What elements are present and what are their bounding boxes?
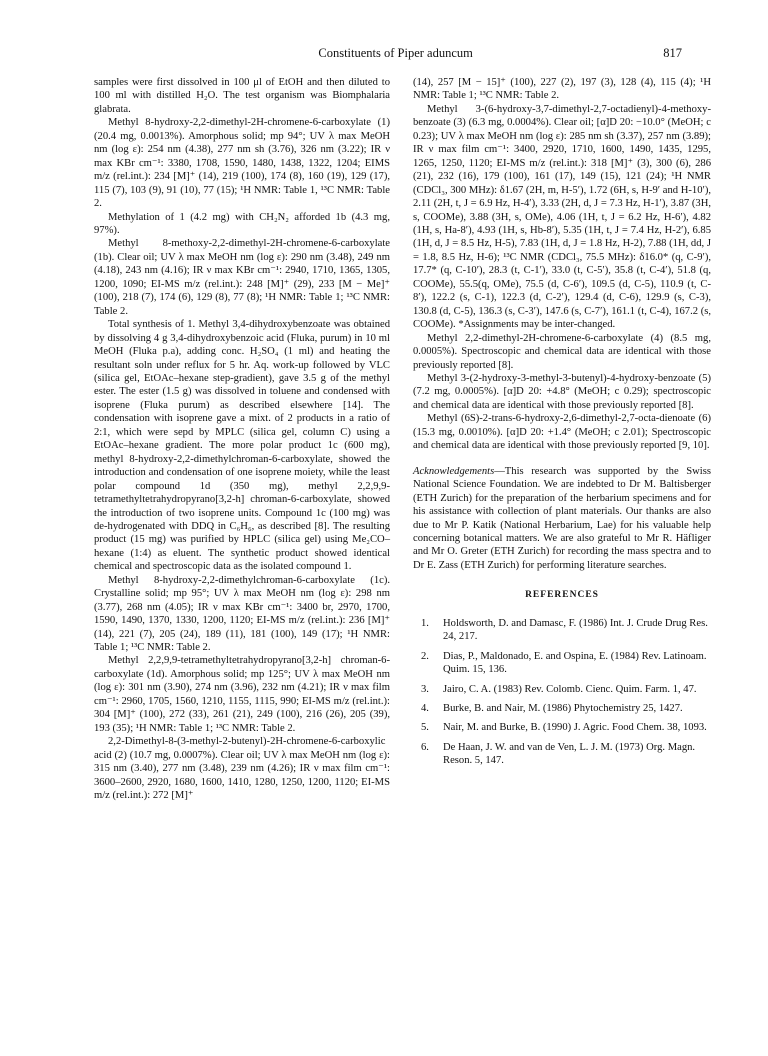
reference-item <box>413 617 711 644</box>
reference-number: 5. <box>421 722 429 734</box>
right-column <box>413 76 711 774</box>
reference-text: Holdsworth, D. and Damasc, F. (1986) Int. J. Crude Drug Res. 24, 217. <box>443 617 708 643</box>
reference-list <box>413 617 711 768</box>
reference-number: 2. <box>421 650 429 662</box>
page-number: 817 <box>663 46 682 60</box>
paragraph: Methyl 8-methoxy-2,2-dimethyl-2H-chromene-6-carboxylate (1b). Clear oil; UV λ max MeOH nm (log ε): 290 nm (3.48), 249 nm (4.18), 243 nm (4.16); IR ν max KBr cm⁻¹: 2940, 1710, 1365, 1305, 1200, 1090; EI-MS m/z (rel.int.): 248 [M]⁺ (29), 233 [M − Me]⁺ (100), 218 (7), 174 (6), 129 (8), 77 (8); ¹H NMR: Table 1; ¹³C NMR: Table 2. <box>94 238 390 317</box>
paragraph: Methyl (6S)-2-trans-6-hydroxy-2,6-dimethyl-2,7-octa-dienoate (6) (15.3 mg, 0.0010%). [α]D 20: +1.4° (MeOH; c 2.01); Spectroscopic and chemical data are identical with those previously reported [9, 10]. <box>413 413 711 452</box>
reference-item <box>413 702 711 715</box>
reference-number: 3. <box>421 683 429 695</box>
paragraph: Methylation of 1 (4.2 mg) with CH₂N₂ afforded 1b (4.3 mg, 97%). <box>94 211 390 236</box>
left-column <box>94 76 390 802</box>
reference-text: De Haan, J. W. and van de Ven, L. J. M. (1973) Org. Magn. Reson. 5, 147. <box>443 741 696 767</box>
running-header <box>88 46 682 66</box>
reference-text: Dias, P., Maldonado, E. and Ospina, E. (1984) Rev. Latinoam. Quim. 15, 136. <box>443 650 707 676</box>
paragraph: Methyl 2,2,9,9-tetramethyltetrahydropyrano[3,2-h] chroman-6-carboxylate (1d). Amorphous solid; mp 125°; UV λ max MeOH nm (log ε): 301 nm (3.90), 274 nm (3.96), 232 nm (4.21); IR ν max film cm⁻¹: 2960, 1705, 1560, 1210, 1155, 1115, 990; EI-MS m/z (rel.int.): 304 [M]⁺ (100), 272 (33), 261 (21), 249 (100), 216 (26), 205 (39), 193 (35); ¹H NMR: Table 1; ¹³C NMR: Table 2. <box>94 655 390 734</box>
acknowledgements-label: Acknowledgements <box>413 465 495 477</box>
paragraph: Methyl 2,2-dimethyl-2H-chromene-6-carboxylate (4) (8.5 mg, 0.0005%). Spectroscopic and chemical data are identical with those previously reported [8]. <box>413 332 711 371</box>
acknowledgements <box>413 465 711 573</box>
reference-item <box>413 741 711 768</box>
reference-number: 4. <box>421 703 429 715</box>
running-title: Constituents of Piper aduncum <box>318 46 473 60</box>
paragraph: Methyl 8-hydroxy-2,2-dimethyl-2H-chromene-6-carboxylate (1) (20.4 mg, 0.0013%). Amorphous solid; mp 94°; UV λ max MeOH nm (log ε): 254 nm (4.38), 277 nm sh (3.76), 326 nm (3.22); IR ν max KBr cm⁻¹: 3380, 1708, 1590, 1480, 1438, 1322, 1204; EIMS m/z (rel.int.): 234 [M]⁺ (14), 219 (100), 174 (8), 160 (19), 129 (17), 115 (7), 103 (9), 91 (10), 77 (15); ¹H NMR: Table 1, ¹³C NMR: Table 2. <box>94 117 390 210</box>
paragraph: Methyl 8-hydroxy-2,2-dimethylchroman-6-carboxylate (1c). Crystalline solid; mp 95°; UV λ max MeOH nm (log ε): 298 nm (3.77), 268 nm (4.05); IR ν max KBr cm⁻¹: 3400 br, 2970, 1700, 1590, 1490, 1370, 1330, 1200, 1120; EI-MS m/z (rel.int.): 236 [M]⁺ (14), 221 (7), 205 (24), 189 (11), 181 (100), 149 (17); ¹H NMR: Table 1; ¹³C NMR: Table 2. <box>94 574 390 654</box>
reference-number: 6. <box>421 741 429 753</box>
acknowledgements-text: —This research was supported by the Swiss National Science Foundation. We are indebted to Dr M. Baltisberger (ETH Zurich) for the preparation of the herbarium specimens and for his assistance with collection of plant materials. Our thanks are also due to Mr P. Katik (National Herbarium, Lae) for his valuable help concerning botanical matters. We are also grateful to Mr R. Häfliger and Mr O. Greter (ETH Zurich) for recording the mass spectra and to Dr E. Zass (ETH Zurich) for performing literature searches. <box>413 465 711 571</box>
reference-item <box>413 683 711 696</box>
reference-item <box>413 650 711 677</box>
reference-text: Nair, M. and Burke, B. (1990) J. Agric. Food Chem. 38, 1093. <box>443 722 707 734</box>
references-title: REFERENCES <box>525 590 599 601</box>
reference-number: 1. <box>421 617 429 629</box>
reference-text: Jairo, C. A. (1983) Rev. Colomb. Cienc. Quim. Farm. 1, 47. <box>443 683 697 695</box>
reference-item <box>413 721 711 734</box>
paragraph: Total synthesis of 1. Methyl 3,4-dihydroxybenzoate was obtained by dissolving 4 g 3,4-dihydroxybenzoic acid (Fluka, purum) in 10 ml MeOH (Fluka p.a), adding conc. H₂SO₄ (1 ml) and heating the resultant soln under reflux for 5 hr. Aq. work-up followed by VLC (silica gel, EtOAc–hexane step-gradient), gave 3.5 g of the methyl ester. The ester (1.5 g) was dissolved in toluene and condensed with isoprene (Fluka purum) as described elsewhere [14]. The condensation with isoprene gave a mixt. of 2 products in a ratio of 2:1, which were sepd by MPLC (silica gel, column C) using a EtOAc–hexane gradient. The more polar product 1c (600 mg), methyl 8-hydroxy-2,2-dimethylchroman-6-carboxylate, showed the introduction and condensation of one isoprene moiety, while the least polar compound 1d (350 mg), methyl 2,2,9,9-tetramethyltetrahydropyrano[3,2-h] chroman-6-carboxylate, showed the introduction of two isoprene units. Compound 1c (100 mg) was de-hydrogenated with DDQ in C₆H₆, as described [8]. The resulting product (15 mg) was purified by HPLC (silica gel) using Me₂CO–hexane (1:4) as eluent. The synthetic product showed identical chemical and spectroscopic data as the isolated compound 1. <box>94 319 390 573</box>
paragraph: samples were first dissolved in 100 μl of EtOH and then diluted to 100 ml with distilled H₂O. The test organism was Biomphalaria glabrata. <box>94 77 390 115</box>
paragraph: (14), 257 [M − 15]⁺ (100), 227 (2), 197 (3), 128 (4), 115 (4); ¹H NMR: Table 1; ¹³C NMR: Table 2. <box>413 77 711 102</box>
reference-text: Burke, B. and Nair, M. (1986) Phytochemistry 25, 1427. <box>443 703 683 715</box>
paragraph: 2,2-Dimethyl-8-(3-methyl-2-butenyl)-2H-chromene-6-carboxylic acid (2) (10.7 mg, 0.0007%). Clear oil; UV λ max MeOH nm (log ε): 315 nm (3.40), 277 nm (3.48), 239 nm (4.26); IR ν max film cm⁻¹: 3600–2600, 2920, 1680, 1600, 1410, 1280, 1250, 1200, 1120; EI-MS m/z (rel.int.): 272 [M]⁺ <box>94 736 390 802</box>
paragraph: Methyl 3-(6-hydroxy-3,7-dimethyl-2,7-octadienyl)-4-methoxy-benzoate (3) (6.3 mg, 0.0004%). Clear oil; [α]D 20: −10.0° (MeOH; c 0.23); UV λ max MeOH nm (log ε): 285 nm sh (3.37), 257 nm (3.89); IR ν max film cm⁻¹: 3400, 2920, 1710, 1600, 1490, 1435, 1295, 1265, 1250, 1120; EI-MS m/z (rel.int.): 318 [M]⁺ (3), 300 (6), 286 (21), 232 (16), 179 (100), 161 (17), 149 (15), 121 (24); ¹H NMR (CDCl₃, 300 MHz): δ1.67 (2H, m, H-5′), 1.72 (6H, s, H-9′ and H-10′), 2.11 (2H, t, J = 6.9 Hz, H-4′), 3.33 (2H, d, J = 7.3 Hz, H-1′), 3.87 (3H, s, COOMe), 3.88 (3H, s, OMe), 4.06 (1H, t, J = 6.2 Hz, H-6′), 4.82 (1H, s, Ha-8′), 4.93 (1H, s, Hb-8′), 5.35 (1H, t, J = 7.4 Hz, H-2′), 6.85 (1H, d, J = 8.5 Hz, H-5), 7.83 (1H, d, J = 1.8 Hz, H-2), 7.88 (1H, dd, J = 1.8, 8.5 Hz, H-6); ¹³C NMR (CDCl₃, 75.5 MHz): δ16.0* (q, C-9′), 17.7* (q, C-10′), 28.3 (t, C-1′), 33.0 (t, C-5′), 35.8 (t, C-4′), 51.8 (q, COOMe), 55.5(q, OMe), 75.5 (d, C-6′), 109.5 (d, C-5), 110.9 (t, C-8′), 122.2 (s, C-1), 122.3 (d, C-2′), 129.4 (d, C-6), 129.9 (s, C-3), 130.8 (d, C-5), 136.3 (s, C-3′), 147.6 (s, C-7′), 161.1 (t, C-4), 167.2 (s, COOMe). *Assignments may be inter-changed. <box>413 103 712 331</box>
paragraph: Methyl 3-(2-hydroxy-3-methyl-3-butenyl)-4-hydroxy-benzoate (5) (7.2 mg, 0.0005%). [α]D 20: +4.8° (MeOH; c 0.29); spectroscopic and chemical data are identical with those previously reported [8]. <box>413 372 711 411</box>
